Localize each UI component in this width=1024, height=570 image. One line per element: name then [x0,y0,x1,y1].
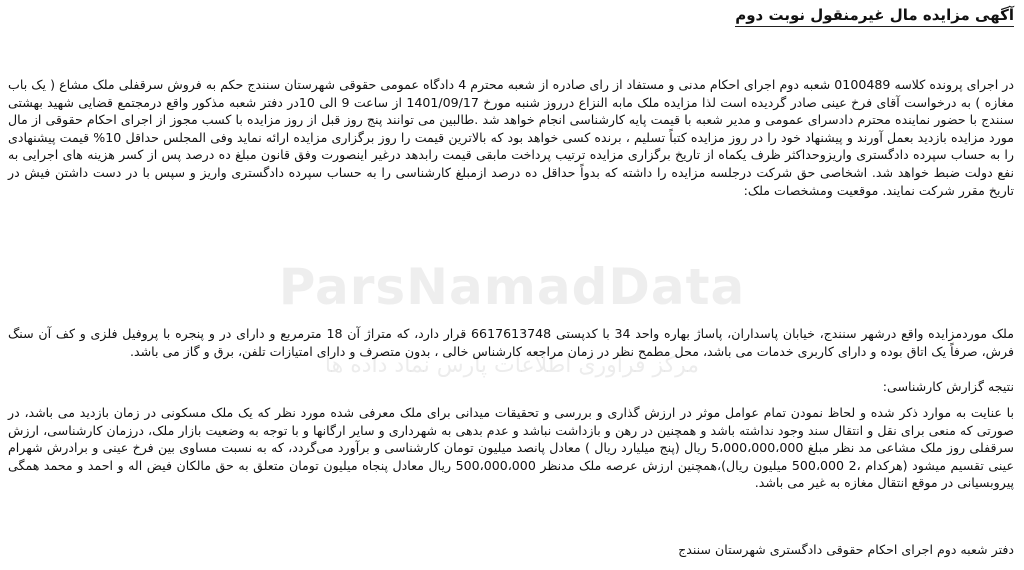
watermark-persian-text: مرکز فرآوری اطلاعات پارس نماد داده ها [324,353,700,378]
expert-report-heading: نتیجه گزارش کارشناسی: [882,379,1014,394]
auction-details-paragraph: در اجرای پرونده کلاسه 0100489 شعبه دوم اجرای احکام مدنی و مستفاد از رای صادره از شعبه محترم 4 دادگاه عمومی حقوقی شهرستان سنندج حکم به فروش سرقفلی ملک مشاع ( یک باب مغازه ) به درخواست آقای فرخ عینی صادر گردیده است لذا مزایده ملک مابه النزاع درروز شنبه مورخ 1401/09/17 از ساعت 9 الی 10در دفتر شعبه مذکور واقع درمجتمع قضایی شهید بهشتی سنندج با حضور نماینده محترم دادسرای عمومی و مدیر شعبه با قیمت پایه کارشناسی انجام خواهد شد .طالبین می توانند پنج روز قبل از روز مزایده با کسب مجوز از اجرای احکام حقوقی از مال مورد مزایده بازدید بعمل آورند و پیشنهاد خود را در روز مزایده کتباً تسلیم ، برنده کسی خواهد بود که بالاترین قیمت را روز برگزاری مزایده ارائه نماید وفی المجلس حداقل 10% قیمت پیشنهادی را به حساب سپرده دادگستری واریزوحداکثر ظرف یکماه از تاریخ برگزاری مزایده ترتیب پرداخت مابقی قیمت رابدهد درغیر اینصورت وفق قانون مبلغ ده درصد پس از کسر هزینه های اجرایی به نفع دولت ضبط خواهد شد. اشخاصی حق شرکت درجلسه مزایده را داشته که بدواً حداقل ده درصد ازمبلغ کارشناسی را به حساب سپرده دادگستری واریز و سپس با در دست داشتن فیش در تاریخ مقرر شرکت نمایند. موقعیت ومشخصات ملک: [8,77,1014,198]
issuing-office-signature: دفتر شعبه دوم اجرای احکام حقوقی دادگستری شهرستان سنندج [678,542,1014,557]
property-description-paragraph: ملک موردمزایده واقع درشهر سنندج، خیابان پاسداران، پاساژ بهاره واحد 34 با کدپستی 6617613748 قرار دارد، که متراژ آن 18 مترمربع و دارای در و پنجره با پروفیل فلزی و کف آن سنگ فرش، صرفاً یک اتاق بوده و دارای کاربری خدمات می باشد، محل مطمح نظر در زمان مراجعه کارشناس خالی ، بدون متصرف و دارای امتیازات تلفن، برق و گاز می باشد. [8,326,1014,359]
watermark-logo [0,258,1024,316]
expert-report-paragraph: با عنایت به موارد ذکر شده و لحاظ نمودن تمام عوامل موثر در ارزش گذاری و بررسی و تحقیقات میدانی برای ملک معرفی شده مورد نظر که یک ملک مسکونی در زمان بازدید می باشد، در صورتی که منعی برای نقل و انتقال سند وجود نداشته باشد و همچنین در رهن و بازداشت نباشد و عدم بدهی به شهرداری و سایر ارگانها و با توجه به وضعیت بازار ملک، درزمان کارشناسی، ارزش سرقفلی روز ملک مشاعی مد نظر مبلغ 5،000،000،000 ریال (پنج میلیارد ریال ) معادل پانصد میلیون تومان کارشناسی و برآورد می‌گردد، که به نسبت مساوی بین فرخ عینی و برادرش شهرام عینی تقسیم میشود (هرکدام ،2 500،000 میلیون ریال)،همچنین ارزش عرصه ملک مدنظر 500،000،000 ریال معادل پنجاه میلیون تومان متعلق به حق مالکان فیض اله و احمد و محمد همگی پیروبسیانی در موقع انتقال مغازه به غیر می باشد. [8,405,1014,491]
watermark-latin-text: ParsNamadData [278,258,746,316]
notice-title: آگهی مزایده مال غیرمنقول نوبت دوم [735,6,1014,27]
